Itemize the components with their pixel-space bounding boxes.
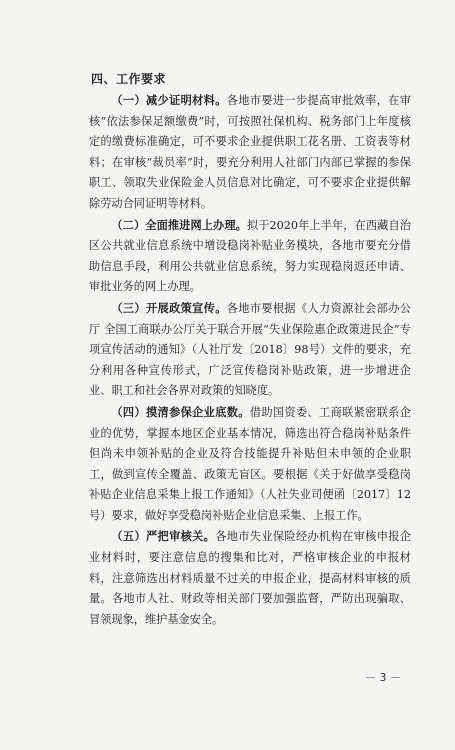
paragraph-text: 各地市要进一步提高审批效率，在审核“依法参保足额缴费”时，可按照社保机构、税务部门上年度核定的缴费标准确定，可不要求企业提供职工花名册、工资表等材料；在审核“裁员率”时，要充分利用人社部门内部已掌握的参保职工、领取失业保险金人员信息对比确定，可不要求企业提供解除劳动合同证明等材料。 (89, 94, 411, 210)
paragraph-strict-review (89, 526, 411, 630)
document-body (89, 69, 411, 630)
paragraph-heading: （二）全面推进网上办理。 (111, 217, 247, 232)
paragraph-policy-publicity (89, 298, 411, 402)
paragraph-heading: （四）摸清参保企业底数。 (111, 404, 250, 419)
section-title: 四、工作要求 (91, 72, 167, 86)
paragraph-heading: （三）开展政策宣传。 (111, 300, 227, 315)
paragraph-text: 各地市要根据《人力资源社会部办公厅 全国工商联办公厅关于联合开展“失业保险惠企政策进民企”专项宣传活动的通知》（人社厅发〔2018〕98号）文件的要求，充分利用各种宣传形式，广泛宣传稳岗补贴政策，进一步增进企业、职工和社会各界对政策的知晓度。 (89, 301, 411, 398)
page-number: － 3 － (365, 671, 401, 684)
paragraph-reduce-proof-materials (89, 90, 411, 215)
paragraph-heading: （一）减少证明材料。 (111, 93, 227, 107)
paragraph-text: 各地市失业保险经办机构在审核申报企业材料时，要注意信息的搜集和比对，严格审核企业的申报材料，注意筛选出材料质量不过关的申报企业，提高材料审核的质量。各地市人社、财政等相关部门要加强监督，严防出现骗取、冒领现象，维护基金安全。 (89, 530, 411, 626)
paragraph-heading: （五）严把审核关。 (111, 529, 216, 544)
paragraph-enterprise-survey (89, 402, 411, 527)
paragraph-text: 借助国资委、工商联紧密联系企业的优势，掌握本地区企业基本情况，筛选出符合稳岗补贴条件但尚未申领补贴的企业及符合技能提升补贴但未申领的企业职工，做到宣传全覆盖、政策无盲区。要根据《关于好做享受稳岗补贴企业信息采集上报工作通知》（人社失业司便函〔2017〕12号）要求，做好享受稳岗补贴企业信息采集、上报工作。 (89, 405, 411, 522)
paragraph-text: 拟于2020年上半年，在西藏自治区公共就业信息系统中增设稳岗补贴业务模块，各地市要充分借助信息手段，利用公共就业信息系统，努力实现稳岗返还申请、审批业务的网上办理。 (89, 218, 411, 294)
paragraph-online-processing (89, 215, 411, 298)
